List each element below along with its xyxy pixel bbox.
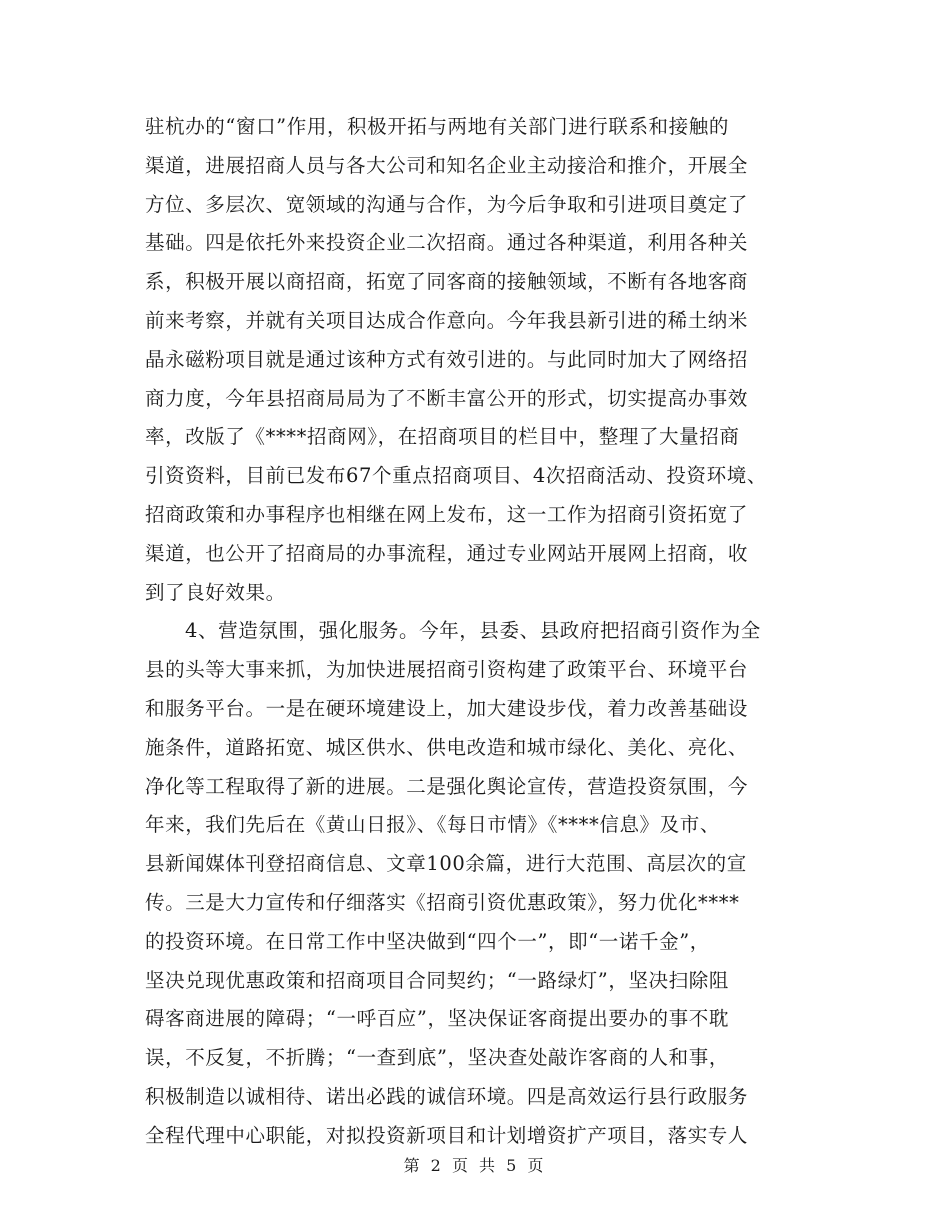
text-line: 误，不反复，不折腾；“一查到底”，坚决查处敲诈客商的人和事， [145, 1046, 729, 1070]
page-number-footer: 第 2 页 共 5 页 [403, 1156, 547, 1175]
text-line: 商力度，今年县招商局局为了不断丰富公开的形式，切实提高办事效 [145, 386, 749, 410]
text-line: 渠道，进展招商人员与各大公司和知名企业主动接洽和推介，开展全 [145, 153, 749, 177]
text-line: 晶永磁粉项目就是通过该种方式有效引进的。与此同时加大了网络招 [145, 347, 749, 371]
text-line: 率，改版了《****招商网》，在招商项目的栏目中，整理了大量招商 [145, 425, 740, 449]
text-line: 县新闻媒体刊登招商信息、文章100余篇，进行大范围、高层次的宣 [145, 852, 747, 876]
text-line: 到了良好效果。 [145, 580, 286, 604]
text-line: 驻杭办的“窗口”作用，积极开拓与两地有关部门进行联系和接触的 [145, 115, 729, 138]
text-line: 和服务平台。一是在硬环境建设上，加大建设步伐，着力改善基础设 [145, 696, 749, 720]
body-text [145, 108, 810, 1156]
text-line: 系，积极开展以商招商，拓宽了同客商的接触领域，不断有各地客商 [145, 270, 749, 294]
text-line: 坚决兑现优惠政策和招商项目合同契约；“一路绿灯”，坚决扫除阻 [145, 968, 729, 992]
text-line: 施条件，道路拓宽、城区供水、供电改造和城市绿化、美化、亮化、 [145, 735, 749, 759]
text-line: 前来考察，并就有关项目达成合作意向。今年我县新引进的稀土纳米 [145, 308, 749, 332]
text-line: 传。三是大力宣传和仔细落实《招商引资优惠政策》，努力优化**** [145, 890, 740, 914]
text-line: 年来，我们先后在《黄山日报》、《每日市情》《****信息》及市、 [145, 813, 720, 837]
text-line: 引资资料，目前已发布67个重点招商项目、4次招商活动、投资环境、 [145, 464, 767, 488]
text-line: 县的头等大事来抓，为加快进展招商引资构建了政策平台、环境平台 [145, 658, 749, 682]
text-line: 方位、多层次、宽领域的沟通与合作，为今后争取和引进项目奠定了 [145, 192, 749, 216]
text-line: 渠道，也公开了招商局的办事流程，通过专业网站开展网上招商，收 [145, 541, 749, 565]
text-line: 净化等工程取得了新的进展。二是强化舆论宣传，营造投资氛围，今 [145, 774, 749, 798]
text-line: 基础。四是依托外来投资企业二次招商。通过各种渠道，利用各种关 [145, 231, 749, 255]
text-line: 的投资环境。在日常工作中坚决做到“四个一”，即“一诺千金”， [145, 929, 710, 953]
text-line: 积极制造以诚相待、诺出必践的诚信环境。四是高效运行县行政服务 [145, 1084, 749, 1108]
text-line: 碍客商进展的障碍；“一呼百应”，坚决保证客商提出要办的事不耽 [145, 1007, 729, 1031]
text-line: 全程代理中心职能，对拟投资新项目和计划增资扩产项目，落实专人 [145, 1123, 749, 1147]
paragraph-start-line: 4、营造氛围，强化服务。今年，县委、县政府把招商引资作为全 [185, 619, 761, 643]
text-line: 招商政策和办事程序也相继在网上发布，这一工作为招商引资拓宽了 [145, 502, 749, 526]
